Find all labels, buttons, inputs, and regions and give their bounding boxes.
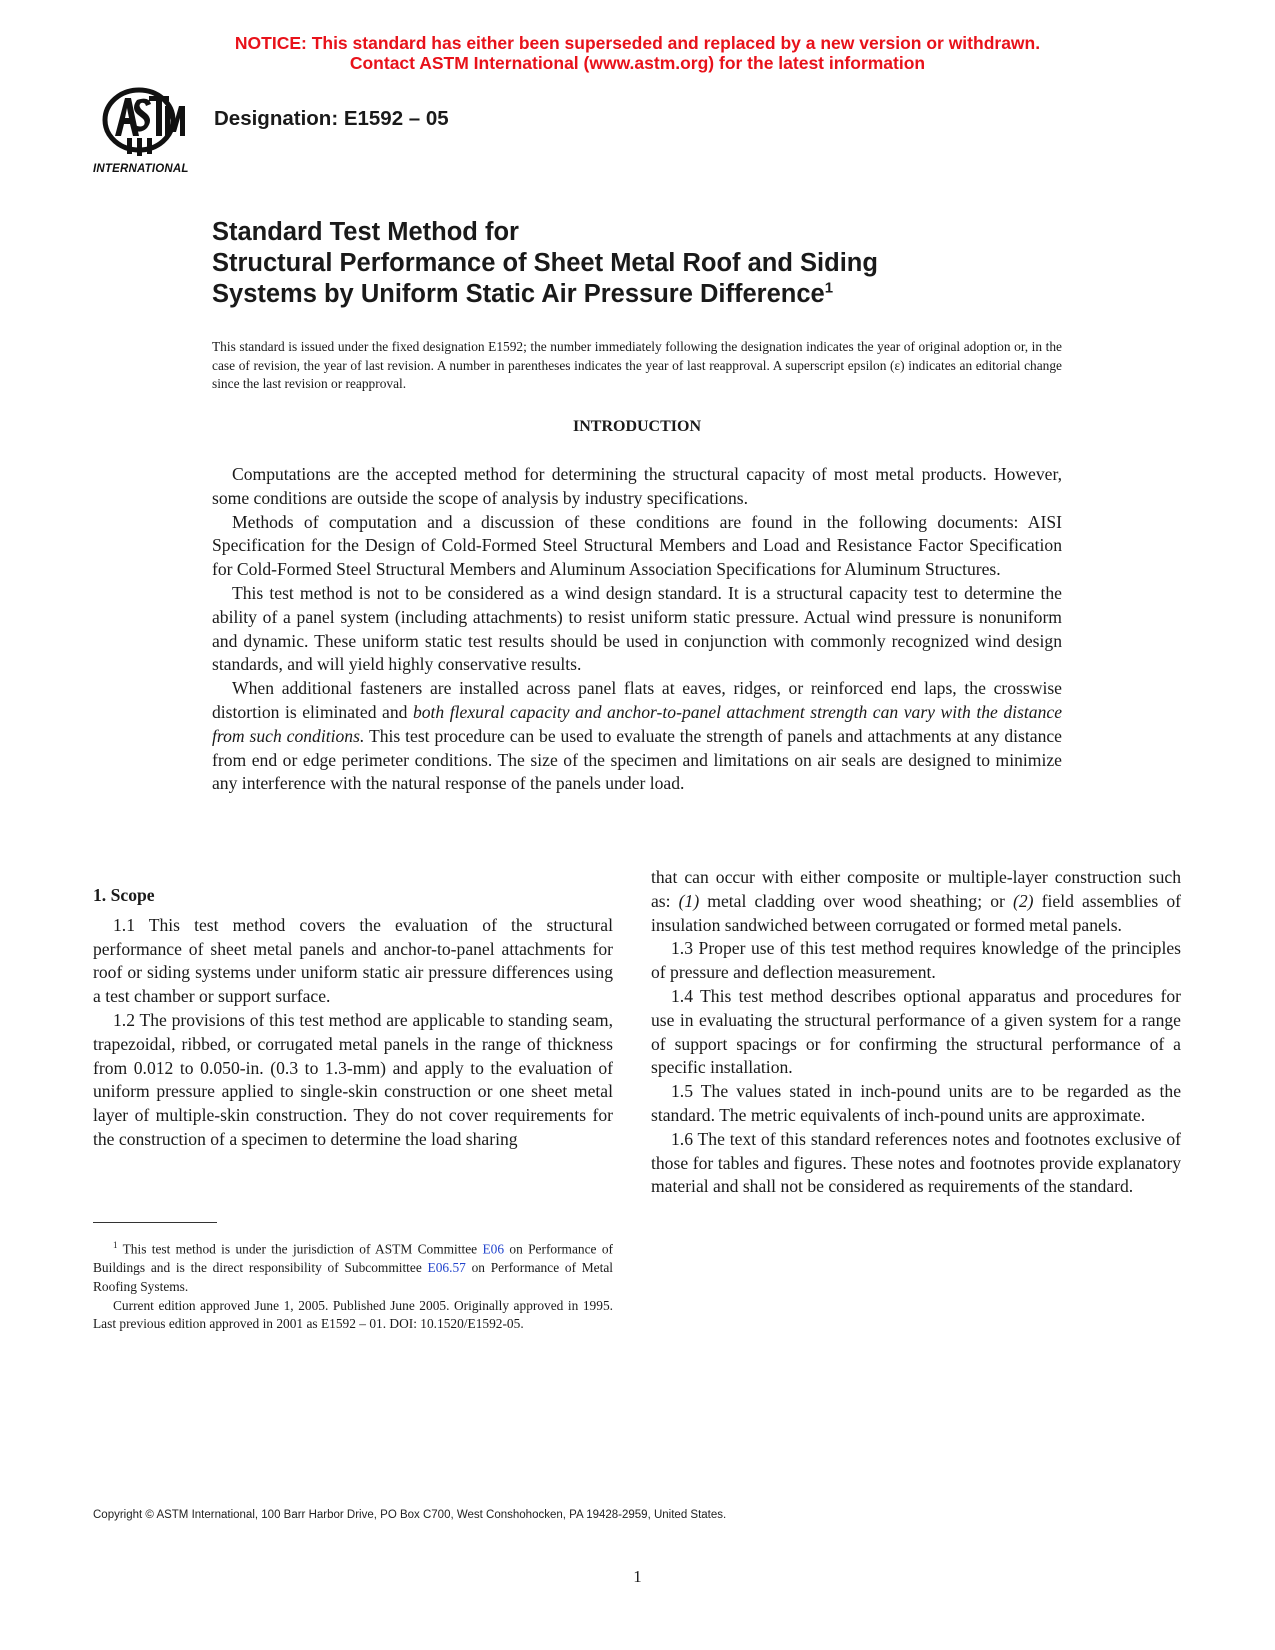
intro-paragraph-3: This test method is not to be considered as a wind design standard. It is a structural capacity test to determine the ability of a panel system (including attachments) to resist uniform static pressure. Actual wind pressure is nonuniform and dynamic. These uniform static test results should be used in conjunction with commonly recognized wind design standards, and will yield highly conservative results. [212,582,1062,675]
scope-heading: 1. Scope [93,885,155,905]
s12-cont-b: metal cladding over wood sheathing; or [699,890,1013,911]
s12-cont-c: field assemblies of insulation sandwiched between corrugated or formed metal panels. [651,890,1181,935]
section-1-5: 1.5 The values stated in inch-pound units are to be regarded as the standard. The metric equivalents of inch-pound units are approximate. [651,1081,1181,1125]
intro-paragraph-2: Methods of computation and a discussion of these conditions are found in the following documents: AISI Specification for the Design of Cold-Formed Steel Structural Members and Load and Resistance Factor Specification for Cold-Formed Steel Structural Members and Aluminum Association Specifications for Aluminum Structures. [212,511,1062,580]
subcommittee-e06-57-link[interactable]: E06.57 [427,1260,466,1276]
left-column [93,884,613,1152]
footnotes [93,1236,613,1334]
page-number: 1 [633,1567,642,1586]
s12-cont-a: that can occur with either composite or multiple-layer construction such as: [651,867,1181,911]
footnote-divider [93,1222,217,1223]
edition-note: Current edition approved June 1, 2005. Published June 2005. Originally approved in 1995. Last previous edition approved in 2001 as E1592 – 01. DOI: 10.1520/E1592-05. [93,1297,613,1332]
footnote-part-2: on Performance of Buildings and is the direct responsibility of Subcommittee [93,1241,613,1276]
intro-paragraph-4 [212,677,1062,796]
section-1-6: 1.6 The text of this standard references notes and footnotes exclusive of those for tables and figures. These notes and footnotes provide explanatory material and shall not be considered as requirements of the standard. [651,1128,1181,1197]
title-line-3 [212,279,1112,310]
section-1-3: 1.3 Proper use of this test method requires knowledge of the principles of pressure and deflection measurement. [651,938,1181,983]
introduction-body [212,463,1062,796]
title-line-2: Structural Performance of Sheet Metal Roof and Siding [212,249,878,277]
intro-p4-end: This test procedure can be used to evaluate the strength of panels and attachments at any distance from end or edge perimeter conditions. The size of the specimen and limitations on air seals are designed to minimize any interference with the natural response of the panels under load. [212,725,1062,794]
notice-line-1: NOTICE: This standard has either been superseded and replaced by a new version or withdrawn. [234,33,1041,53]
title-footnote-mark: 1 [824,279,834,297]
issued-note: This standard is issued under the fixed designation E1592; the number immediately following the designation indicates the year of original adoption or, in the case of revision, the year of last revision. A number in parentheses indicates the year of last reapproval. A superscript epsilon (ε) indicates an editorial change since the last revision or reapproval. [212,339,1062,391]
copyright-line: Copyright © ASTM International, 100 Barr Harbor Drive, PO Box C700, West Conshohocken, PA 19428-2959, United States. [93,1509,727,1521]
introduction-heading: INTRODUCTION [572,418,701,435]
intro-p4-italic: both flexural capacity and anchor-to-panel attachment strength can vary with the distance from such conditions. [212,701,1063,746]
committee-e06-link[interactable]: E06 [482,1241,505,1257]
footnote-1 [93,1236,613,1297]
designation: Designation: E1592 – 05 [214,107,449,130]
intro-paragraph-1: Computations are the accepted method for determining the structural capacity of most metal products. However, some conditions are outside the scope of analysis by industry specifications. [212,464,1062,508]
logo-caption: INTERNATIONAL [93,163,189,175]
title-line-3-text: Systems by Uniform Static Air Pressure Difference [212,280,825,308]
right-column [651,866,1181,1199]
title-line-1: Standard Test Method for [212,218,519,246]
document-title [212,217,1112,310]
section-1-4: 1.4 This test method describes optional apparatus and procedures for use in evaluating the structural performance of a given system for a range of support spacings or for confirming the structural performance of a specific installation. [651,985,1181,1078]
footnote-part-1: This test method is under the jurisdiction of ASTM Committee [117,1241,483,1257]
footnote-mark: 1 [113,1240,118,1250]
section-1-2: 1.2 The provisions of this test method are applicable to standing seam, trapezoidal, ribbed, or corrugated metal panels in the range of thickness from 0.012 to 0.050-in. (0.3 to 1.3-mm) and apply to the evaluation of uniform pressure applied to single-skin construction or one sheet metal layer of multiple-skin construction. They do not cover requirements for the construction of a specimen to determine the load sharing [93,1009,613,1149]
notice-line-2: Contact ASTM International (www.astm.org) for the latest information [349,53,926,73]
section-1-2-continued [651,866,1181,937]
footnote-part-3: on Performance of Metal Roofing Systems. [93,1260,614,1294]
s12-cont-i1: (1) [678,890,700,911]
astm-international-logo-icon [93,84,201,180]
section-1-1: 1.1 This test method covers the evaluation of the structural performance of sheet metal panels and anchor-to-panel attachments for roof or siding systems under uniform static air pressure differences using a test chamber or support surface. [93,914,613,1007]
withdrawal-notice [0,33,1275,73]
intro-p4-start: When additional fasteners are installed across panel flats at eaves, ridges, or reinforced end laps, the crosswise distortion is eliminated and [212,678,1062,722]
s12-cont-i2: (2) [1013,890,1034,911]
